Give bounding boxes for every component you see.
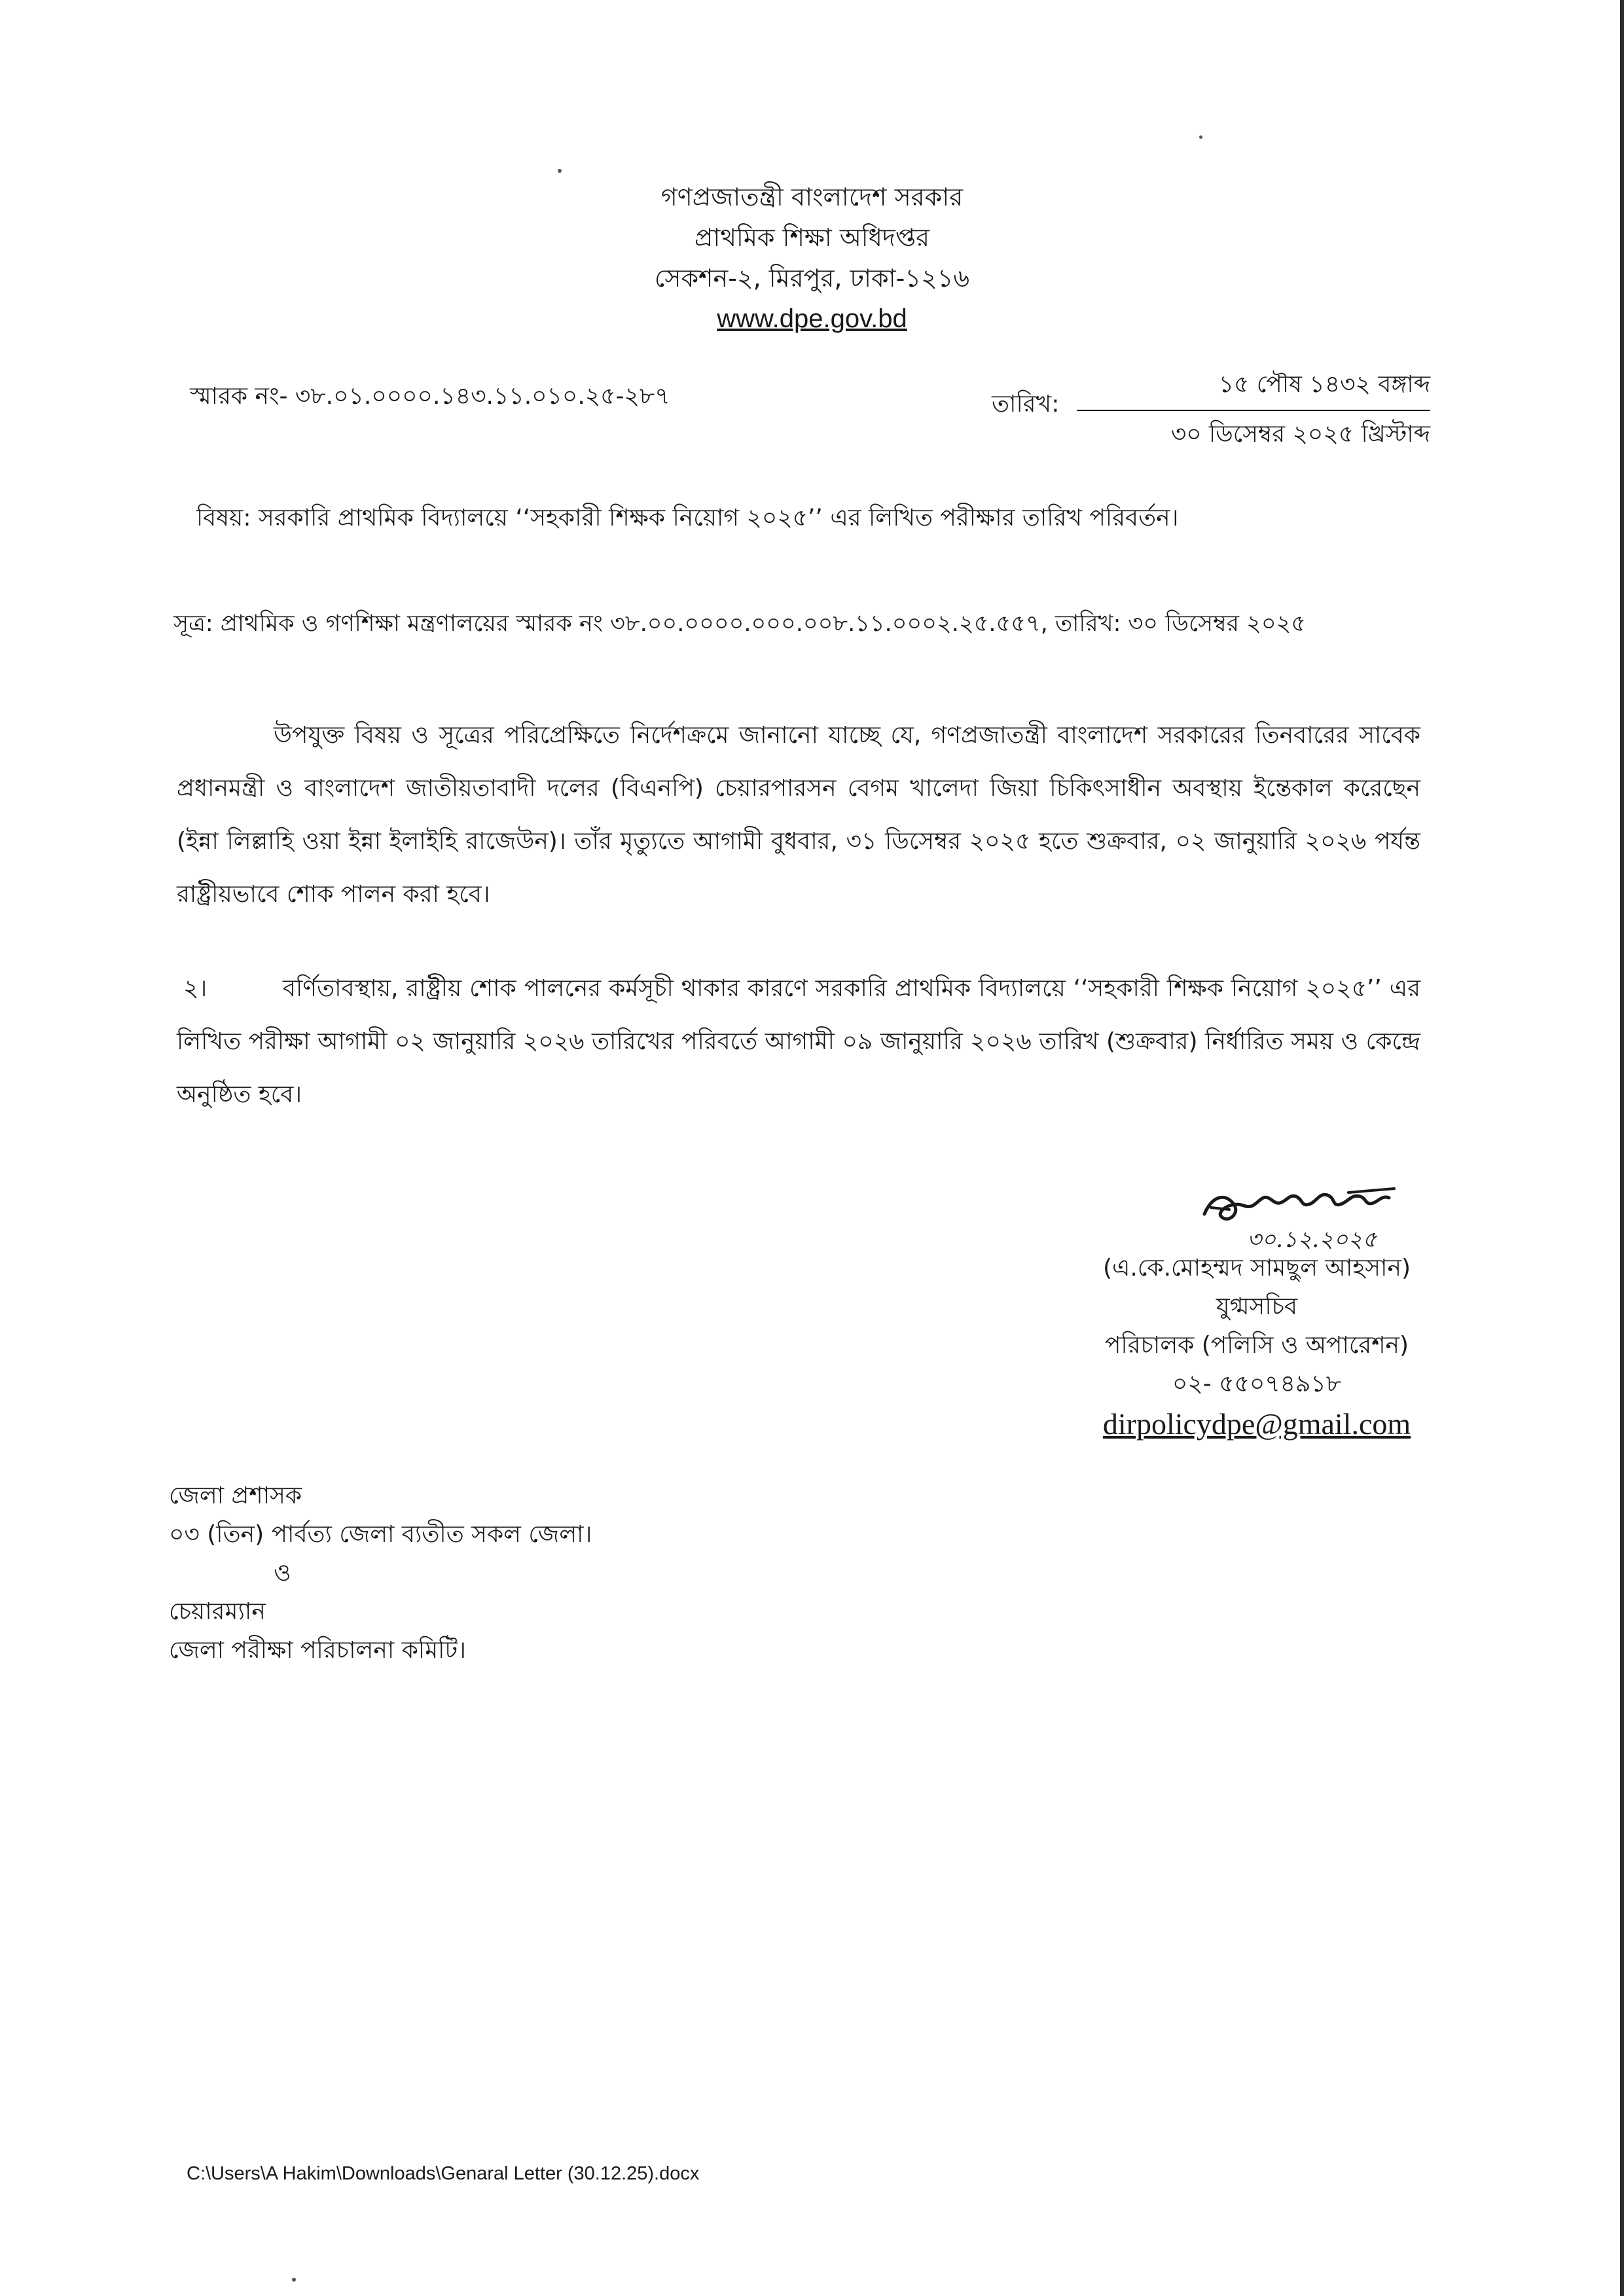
department-name: প্রাথমিক শিক্ষা অধিদপ্তর [694,223,930,252]
scan-edge [1620,0,1624,2296]
scan-speck [292,2278,296,2282]
recipient-conjunction: ও [274,1560,291,1587]
body-paragraph-2 [177,962,1420,1121]
recipients-block [169,1477,592,1670]
reference-line: সূত্র: প্রাথমিক ও গণশিক্ষা মন্ত্রণালয়ের স্মারক নং ৩৮.০০.০০০০.০০০.০০৮.১১.০০০২.২৫.৫৫৭, তারিখ: ৩০ ডিসেম্বর ২০২৫ [173,611,1307,637]
scan-speck [558,169,562,173]
date-block [1077,367,1430,456]
signatory-role: পরিচালক (পলিসি ও অপারেশন) [1104,1332,1409,1359]
government-name: গণপ্রজাতন্ত্রী বাংলাদেশ সরকার [660,183,964,211]
letterhead [0,177,1624,339]
memo-number: স্মারক নং- ৩৮.০১.০০০০.১৪৩.১১.০১০.২৫-২৮৭ [190,383,670,410]
signatory-name: (এ.কে.মোহম্মদ সামছুল আহসান) [1102,1255,1411,1282]
paragraph-2-text: বর্ণিতাবস্থায়, রাষ্ট্রীয় শোক পালনের কর্মসূচী থাকার কারণে সরকারি প্রাথমিক বিদ্যালয়ে ‘‘সহকারী শিক্ষক নিয়োগ ২০২৫’’ এর লিখিত পরীক্ষা আগামী ০২ জানুয়ারি ২০২৬ তারিখের পরিবর্তে আগামী ০৯ জানুয়ারি ২০২৬ তারিখ (শুক্রবার) নির্ধারিত সময় ও কেন্দ্রে অনুষ্ঠিত হবে। [177,975,1420,1108]
paragraph-number: ২। [183,975,208,1002]
subject-line: বিষয়: সরকারি প্রাথমিক বিদ্যালয়ে ‘‘সহকারী শিক্ষক নিয়োগ ২০২৫’’ এর লিখিত পরীক্ষার তারিখ পরিবর্তন। [196,505,1179,531]
signature-date: ৩০.১২.২০২৫ [1247,1227,1377,1253]
recipient-line-2: ০৩ (তিন) পার্বত্য জেলা ব্যতীত সকল জেলা। [169,1521,592,1548]
date-bangla: ১৫ পৌষ ১৪৩২ বঙ্গাব্দ [1077,367,1430,411]
recipient-line-3: চেয়ারম্যান [169,1598,266,1625]
date-label: তারিখ: [992,391,1060,418]
date-gregorian: ৩০ ডিসেম্বর ২০২৫ খ্রিস্টাব্দ [1170,421,1430,448]
signatory-email-link[interactable]: dirpolicydpe@gmail.com [1102,1407,1411,1441]
recipient-line-1: জেলা প্রশাসক [169,1482,302,1509]
website-link[interactable]: www.dpe.gov.bd [717,304,907,333]
signatory-phone: ০২- ৫৫০৭৪৯১৮ [1172,1371,1342,1397]
office-address: সেকশন-২, মিরপুর, ঢাকা-১২১৬ [654,264,970,293]
scan-speck [1199,135,1202,139]
recipient-line-4: জেলা পরীক্ষা পরিচালনা কমিটি। [169,1637,466,1664]
body-paragraph-1: উপযুক্ত বিষয় ও সূত্রের পরিপ্রেক্ষিতে নির্দেশক্রমে জানানো যাচ্ছে যে, গণপ্রজাতন্ত্রী বাংলাদেশ সরকারের তিনবারের সাবেক প্রধানমন্ত্রী ও বাংলাদেশ জাতীয়তাবাদী দলের (বিএনপি) চেয়ারপারসন বেগম খালেদা জিয়া চিকিৎসাধীন অবস্থায় ইন্তেকাল করেছেন (ইন্না লিল্লাহি ওয়া ইন্না ইলাইহি রাজেউন)। তাঁর মৃত্যুতে আগামী বুধবার, ৩১ ডিসেম্বর ২০২৫ হতে শুক্রবার, ০২ জানুয়ারি ২০২৬ পর্যন্ত রাষ্ট্রীয়ভাবে শোক পালন করা হবে। [177,722,1420,908]
signatory-designation: যুগ্মসচিব [1216,1293,1298,1320]
footer-file-path: C:\Users\A Hakim\Downloads\Genaral Letter (30.12.25).docx [187,2163,700,2184]
signatory-block [1028,1249,1486,1445]
